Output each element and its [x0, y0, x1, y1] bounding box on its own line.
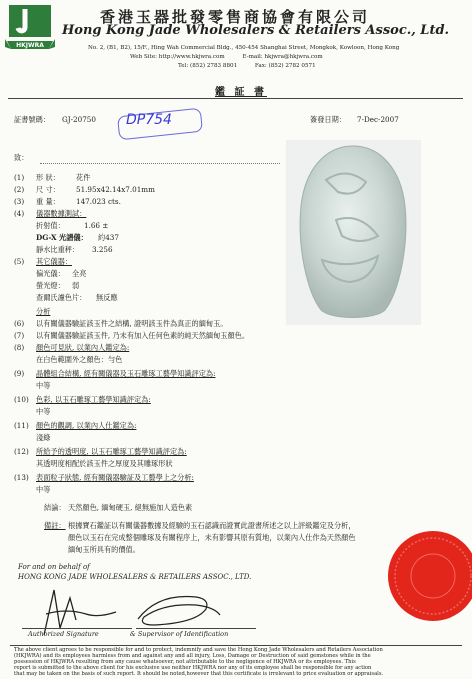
conclusion-label: 結論： [44, 503, 66, 512]
section-8-value: 在白色範圍外之顏色：勻色 [36, 355, 123, 364]
header-divider [8, 98, 463, 99]
remarks-label: 備註： [44, 521, 66, 530]
item-2-value: 51.95x42.14x7.01mm [76, 185, 155, 194]
to-label: 致： [14, 153, 29, 162]
section-6-num: (6) [14, 319, 25, 328]
remarks-line-1: 根據寶石鑑証以有關儀器數據及經驗的玉石認識而證實此證書所述之以上評級鑑定及分析， [68, 521, 356, 530]
item-5-label: 其它儀器： [36, 257, 72, 266]
measure-2-label: DG-X 光譜儀： [36, 233, 88, 242]
other-3-value: 無反應 [96, 293, 118, 302]
item-3-num: (3) [14, 197, 25, 206]
item-3-label: 重 量： [36, 197, 60, 206]
to-line [40, 162, 280, 164]
section-8-title: 顏色可見狀, 以業內人鑑定為: [36, 343, 130, 352]
section-10-title: 色彩, 以玉石雕琢工藝學知識評定為: [36, 395, 151, 404]
remarks-line-2: 顏色以玉石在完成整個雕琢及有關程序上，未有影響其原有質地，以業內人仕作為天然顏色 [68, 533, 356, 542]
fine-print-line-4: report is submitted to the above client for his exclusive use neither HKJWRA nor any of its employee shall be responsible for any action [14, 665, 372, 671]
item-1-label: 形 狀： [36, 173, 60, 182]
fine-print-line-5: that may be taken on the basis of such report. It should be noted,however that this certificate is irrelevant to price evaluation or appraisals. [14, 671, 384, 677]
date-label: 簽發日期： [310, 115, 346, 124]
item-4-label: 儀器數據測試： [36, 209, 87, 218]
section-13-num: (13) [14, 473, 29, 482]
footer-divider [10, 645, 462, 646]
measure-1-label: 折射值： [36, 221, 65, 230]
company-web-email: Web Site: http://www.hkjwra.com E-mail: hkjwra@hkjwra.com [130, 54, 323, 60]
section-9-value: 中等 [36, 381, 51, 390]
item-2-num: (2) [14, 185, 25, 194]
section-11-num: (11) [14, 421, 29, 430]
section-10-num: (10) [14, 395, 29, 404]
signoff-line-2: HONG KONG JADE WHOLESALERS & RETAILERS ASSOC., LTD. [18, 573, 252, 581]
company-name-chinese: 香港玉器批發零售商協會有限公司 [100, 8, 371, 26]
company-name-english: Hong Kong Jade Wholesalers & Retailers Assoc., Ltd. [62, 23, 450, 38]
other-2-label: 螢光燈： [36, 281, 65, 290]
item-3-value: 147.023 cts. [76, 197, 121, 206]
certificate-title: 鑑 証 書 [215, 87, 267, 98]
date-value: 7-Dec-2007 [357, 115, 399, 124]
association-logo [5, 5, 55, 59]
section-9-title: 晶體組合結構, 經有關儀器及玉石雕琢工藝學知識評定為: [36, 369, 216, 378]
measure-3-value: 3.256 [92, 245, 113, 254]
cert-no-label: 証書號碼： [14, 115, 50, 124]
section-12-title: 所給予的透明度, 以玉石雕琢工藝學知識評定為: [36, 447, 187, 456]
other-2-value: 弱 [72, 281, 80, 290]
section-11-value: 淺綠 [36, 433, 51, 442]
fine-print-line-3: possession of HKJWRA resulting from any cause whatsoever, not attributable to the negligence of HKJWRA or its employees. This [14, 659, 356, 665]
section-10-value: 中等 [36, 407, 51, 416]
jade-pendant-photo [286, 140, 421, 325]
red-seal-stamp [385, 528, 472, 623]
measure-3-label: 靜水比重秤： [36, 245, 80, 254]
item-5-num: (5) [14, 257, 25, 266]
company-tel-fax: Tel: (852) 2783 8801 Fax: (852) 2782 0571 [178, 63, 316, 69]
other-3-label: 查爾氏濾色片： [36, 293, 87, 302]
other-1-value: 全亮 [72, 269, 87, 278]
section-13-title: 表面粒子狀態, 經有關儀器驗証及工藝學上之分析: [36, 473, 194, 482]
measure-1-value: 1.66 ± [84, 221, 109, 230]
fine-print-line-2: (HKJWRA) and its employees harmless from and against any and all injury, Loss, Damage or Destruction of said gemstones while in the [14, 653, 371, 659]
signature-line-1 [22, 628, 132, 629]
item-2-label: 尺 寸： [36, 185, 60, 194]
logo-text: HKJWRA [16, 42, 44, 49]
signoff-line-1: For and on behalf of [18, 563, 90, 571]
sig-label-authorized: Authorized Signature [28, 630, 99, 638]
conclusion-text: 天然顏色, 緬甸硬玉, 絕無施加人造色素 [68, 503, 193, 512]
section-13-value: 中等 [36, 485, 51, 494]
item-4-num: (4) [14, 209, 25, 218]
section-7-num: (7) [14, 331, 25, 340]
section-11-title: 顏色的觀調, 以業內人仕鑑定為: [36, 421, 137, 430]
handwritten-note: DP754 [126, 112, 172, 128]
fine-print-line-1: The above client agrees to be responsible for and to protect, indemnify and save the Hong Kong Jade Wholesalers and Retailers Association [14, 647, 383, 653]
section-12-value: 其透明度相配於該玉件之厚度及其雕琢形狀 [36, 459, 173, 468]
section-12-num: (12) [14, 447, 29, 456]
signature-line-2 [136, 628, 256, 629]
item-1-value: 花件 [76, 173, 91, 182]
company-address: No. 2, (B1, B2), 15/F., Hing Wah Commercial Bldg., 450-454 Shanghai Street, Mongkok, Kowloon, Hong Kong [88, 45, 400, 51]
remarks-line-3: 緬甸玉所具有的價值。 [68, 545, 140, 554]
measure-2-value: 約437 [98, 233, 119, 242]
other-1-label: 偏光儀： [36, 269, 65, 278]
cert-no-value: GJ-20750 [62, 115, 96, 124]
analysis-label: 分析 [36, 307, 51, 316]
section-6-text: 以有關儀器驗証該玉件之結構, 證明該玉件為真正的緬甸玉。 [36, 319, 228, 328]
section-8-num: (8) [14, 343, 25, 352]
sig-label-supervisor: & Supervisor of Identification [130, 630, 229, 638]
section-7-text: 以有關儀器驗証該玉件, 乃未有加入任何色素的純天然緬甸玉顏色。 [36, 331, 250, 340]
item-1-num: (1) [14, 173, 25, 182]
section-9-num: (9) [14, 369, 25, 378]
